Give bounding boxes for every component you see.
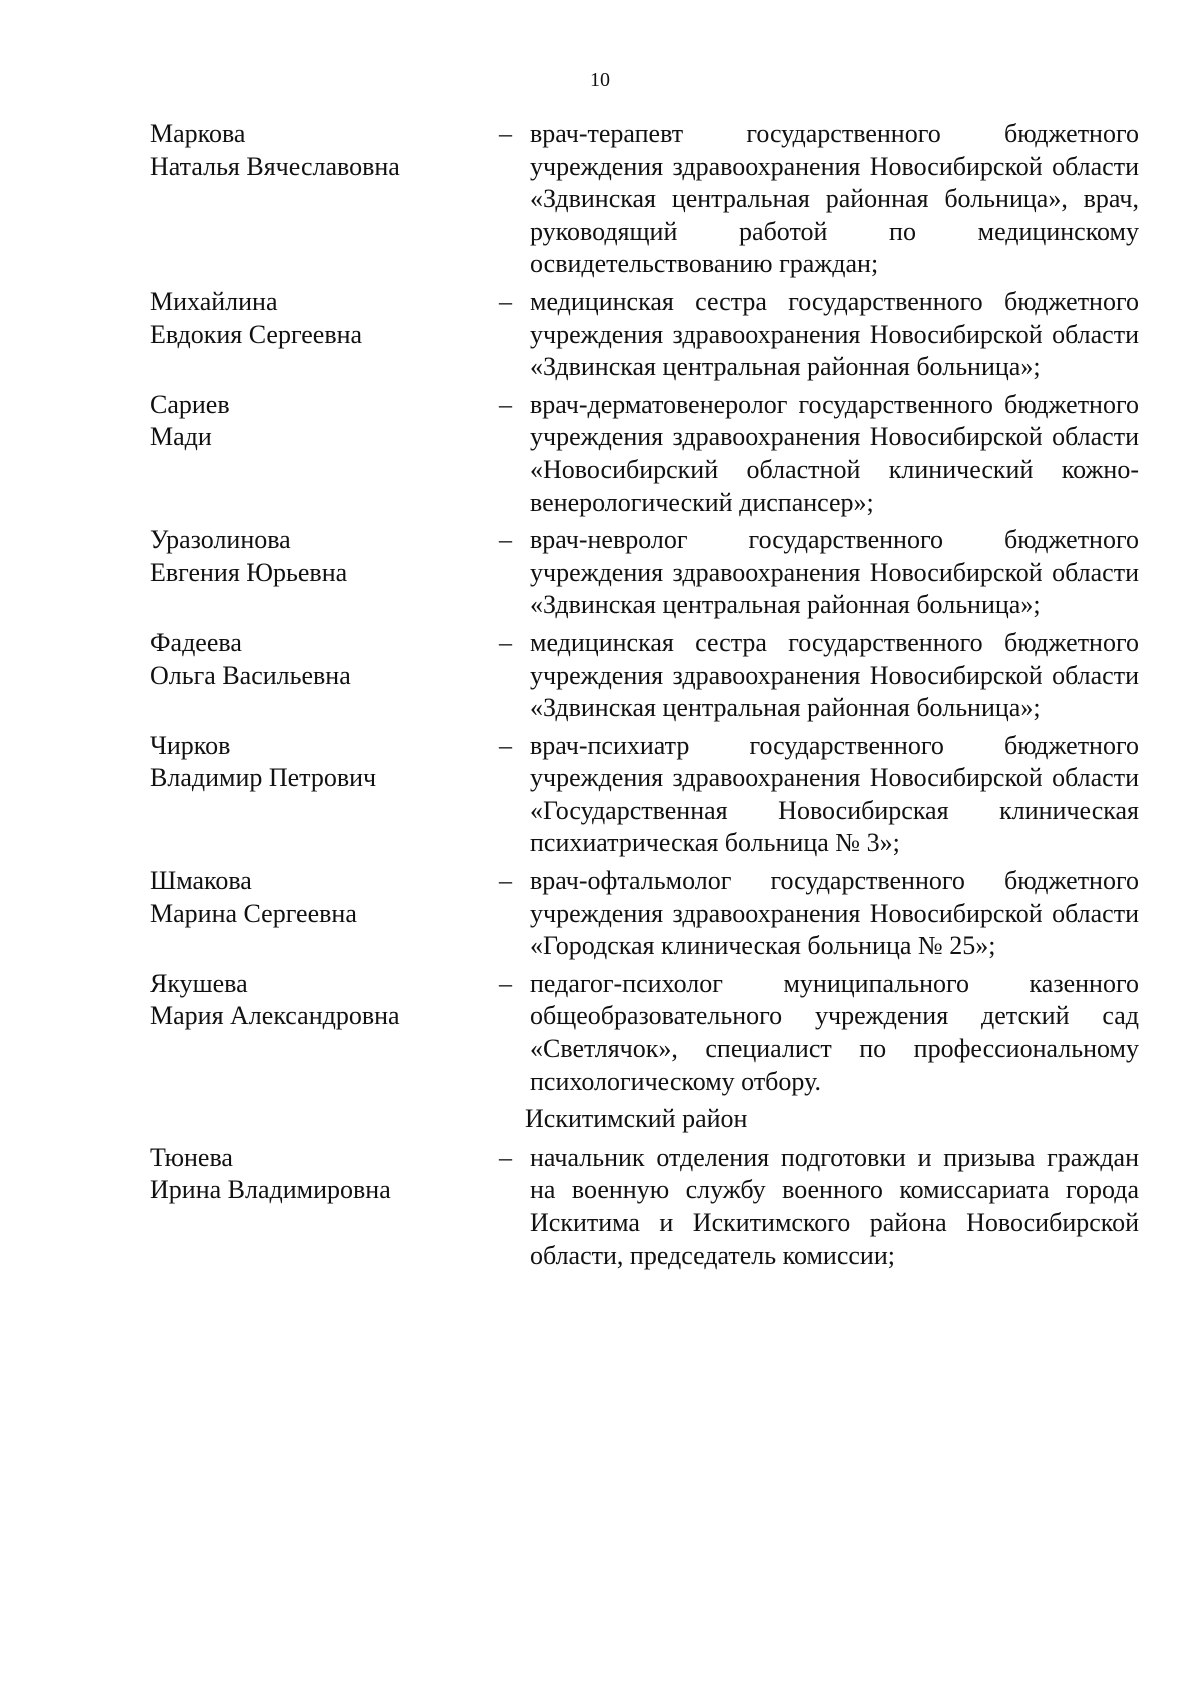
entry-dash: – <box>499 627 512 657</box>
entry-dash: – <box>499 866 512 896</box>
member-surname: Чирков <box>150 730 231 760</box>
member-entry <box>0 524 1200 622</box>
entry-dash: – <box>499 389 512 419</box>
member-name <box>150 389 490 454</box>
member-given-names: Владимир Петрович <box>150 763 377 793</box>
member-name <box>150 1142 490 1207</box>
member-entry <box>0 968 1200 1098</box>
member-given-names: Евдокия Сергеевна <box>150 319 363 349</box>
member-entry <box>0 627 1200 725</box>
member-surname: Фадеева <box>150 627 242 657</box>
member-position: начальник отделения подготовки и призыва граждан на военную службу военного комиссариата города Искитима и Искитимского района Новосибирской области, председатель комиссии; <box>530 1142 1139 1270</box>
member-entry <box>0 286 1200 384</box>
member-name <box>150 730 490 795</box>
member-surname: Уразолинова <box>150 525 291 555</box>
member-name <box>150 865 490 930</box>
member-entry <box>0 389 1200 519</box>
member-position: врач-психиатр государственного бюджетного учреждения здравоохранения Новосибирской области «Государственная Новосибирская клиническая психиатрическая больница № 3»; <box>530 730 1139 858</box>
entry-dash: – <box>499 286 512 316</box>
member-given-names: Мария Александровна <box>150 1001 400 1031</box>
member-given-names: Евгения Юрьевна <box>150 557 348 587</box>
member-surname: Михайлина <box>150 286 278 316</box>
member-name <box>150 524 490 589</box>
member-entry <box>0 865 1200 963</box>
entry-dash: – <box>499 1142 512 1172</box>
member-position: врач-дерматовенеролог государственного бюджетного учреждения здравоохранения Новосибирской области «Новосибирский областной клинический кожно-венерологический диспансер»; <box>530 389 1139 517</box>
district-heading: Искитимский район <box>525 1104 748 1134</box>
member-given-names: Ирина Владимировна <box>150 1175 391 1205</box>
member-entry <box>0 1142 1200 1272</box>
member-name <box>150 286 490 351</box>
member-name <box>150 118 490 183</box>
member-name <box>150 627 490 692</box>
member-position: медицинская сестра государственного бюджетного учреждения здравоохранения Новосибирской области «Здвинская центральная районная больница»; <box>530 627 1139 723</box>
member-position: врач-офтальмолог государственного бюджетного учреждения здравоохранения Новосибирской области «Городская клиническая больница № 25»; <box>530 866 1139 961</box>
member-position: врач-терапевт государственного бюджетного учреждения здравоохранения Новосибирской области «Здвинская центральная районная больница», врач, руководящий работой по медицинскому освидетельствованию граждан; <box>530 119 1139 279</box>
page-number: 10 <box>590 69 610 91</box>
member-given-names: Мади <box>150 422 212 452</box>
member-position: педагог-психолог муниципального казенного общеобразовательного учреждения детский сад «Светлячок», специалист по профессиональному психологическому отбору. <box>530 968 1139 1096</box>
member-surname: Тюнева <box>150 1142 233 1172</box>
entry-dash: – <box>499 119 512 148</box>
member-position: медицинская сестра государственного бюджетного учреждения здравоохранения Новосибирской области «Здвинская центральная районная больница»; <box>530 286 1139 382</box>
entry-dash: – <box>499 968 512 998</box>
member-surname: Маркова <box>150 119 246 148</box>
member-position: врач-невролог государственного бюджетного учреждения здравоохранения Новосибирской области «Здвинская центральная районная больница»; <box>530 525 1139 620</box>
member-surname: Якушева <box>150 968 248 998</box>
member-surname: Сариев <box>150 389 230 419</box>
member-entry <box>0 730 1200 860</box>
member-given-names: Наталья Вячеславовна <box>150 151 400 181</box>
entry-dash: – <box>499 525 512 555</box>
commission-member-list <box>0 118 1200 1277</box>
member-given-names: Марина Сергеевна <box>150 898 357 928</box>
member-name <box>150 968 490 1033</box>
entry-dash: – <box>499 730 512 760</box>
member-entry <box>0 118 1200 281</box>
member-surname: Шмакова <box>150 866 252 896</box>
member-given-names: Ольга Васильевна <box>150 660 351 690</box>
